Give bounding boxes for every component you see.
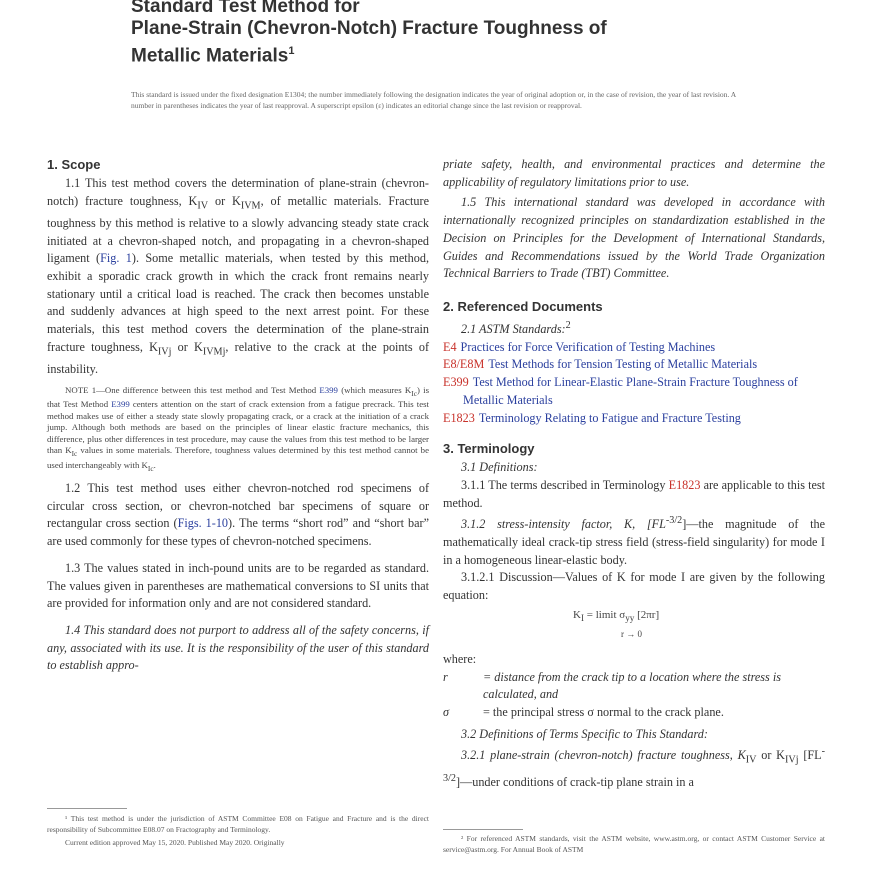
paragraph-1-2: 1.2 This test method uses either chevron-notched rod specimens of circular cross section, or chevron-notched bar specimens of square or rectangular cross section (Figs. 1-10). The terms “short rod” and “short bar” are used commonly for these types of chevron-notched specimens.	[47, 481, 430, 549]
paragraph-1-4-continued: priate safety, health, and environmental practices and determine the applicability of regulatory limitations prior to use.	[443, 157, 825, 189]
figure-link[interactable]: Figs. 1-10	[177, 516, 229, 531]
footnote-1: ¹ This test method is under the jurisdiction of ASTM Committee E08 on Fatigue and Fracture and is the direct responsibility of Subcommittee E08.07 on Fractography and Terminology.	[47, 814, 429, 834]
paragraph-1-5: 1.5 This international standard was developed in accordance with internationally recognized principles on standardization established in the Decision on Principles for the Development of International Standards, Guides and Recommendations issued by the World Trade Organization Technical Barriers to Trade (TBT) Committee.	[443, 195, 825, 281]
right-column	[443, 156, 825, 791]
reference-item-e1823[interactable]: E1823 Terminology Relating to Fatigue and Fracture Testing	[443, 410, 741, 425]
reference-link-e399[interactable]: E399	[319, 384, 338, 395]
paragraph-1-3: 1.3 The values stated in inch-pound units are to be regarded as standard. The values given in parentheses are mathematical conversions to SI units that are provided for information only and are not considered standard.	[47, 560, 429, 611]
left-column	[47, 155, 429, 675]
reference-item-e399[interactable]: E399 Test Method for Linear-Elastic Plane-Strain Fracture Toughness of Metallic Materials	[443, 375, 798, 407]
equation-limit: r → 0	[621, 628, 642, 639]
definition-row-sigma: σ = the principal stress σ normal to the crack plane.	[443, 705, 724, 719]
footnote-divider	[47, 808, 127, 809]
footnote-2: Current edition approved May 15, 2020. Published May 2020. Originally	[65, 838, 285, 847]
paragraph-3-1-1: 3.1.1 The terms described in Terminology E1823 are applicable to this test method.	[443, 477, 826, 510]
equation: $K_I$ = limit $\sigma_{yy}$ [2πr]	[573, 608, 660, 624]
title-line-1: Standard Test Method for	[131, 0, 360, 17]
footnote-divider-right	[443, 829, 523, 830]
paragraph-3-2: 3.2 Definitions of Terms Specific to This Standard:	[461, 726, 708, 741]
paragraph-3-1: 3.1 Definitions:	[461, 460, 538, 475]
designation-preamble: This standard is issued under the fixed designation E1304; the number immediately following the designation indicates the year of original adoption or, in the case of revision, the year of last revision. A number in parentheses indicates the year of last reapproval. A superscript epsilon (ε) indicates an editorial change since the last revision or reapproval.	[131, 90, 736, 110]
paragraph-2-1: 2.1 ASTM Standards:$^2$	[461, 319, 571, 336]
reference-link-e399[interactable]: E399	[111, 398, 130, 409]
title-line-2: Plane-Strain (Chevron-Notch) Fracture Toughness of	[131, 18, 607, 39]
title-footnote-mark[interactable]: 1	[288, 45, 295, 57]
section-heading-referenced-documents: 2. Referenced Documents	[443, 298, 603, 314]
paragraph-3-1-2-1: 3.1.2.1 Discussion—Values of K for mode I are given by the following equation:	[443, 570, 825, 603]
figure-link[interactable]: Fig. 1	[100, 251, 132, 266]
section-heading-scope: 1. Scope	[47, 157, 101, 172]
equation-block	[443, 605, 825, 649]
footnote-referenced-standards: ² For referenced ASTM standards, visit the ASTM website, www.astm.org, or contact ASTM Customer Service at service@astm.org. For Annual Book of ASTM	[443, 834, 825, 854]
title-line-3: Metallic Materials$^1$	[131, 45, 295, 67]
paragraph-1-1: 1.1 This test method covers the determination of plane-strain (chevron-notch) fracture toughness, $K_{IV}$ or $K_{IVM}$, of metallic materials. Fracture toughness by this method is relative to a slowly advancing steady state crack initiated at a chevron-shaped notch, and propagating in a chevron-shaped ligament (Fig. 1). Some metallic materials, when tested by this method, exhibit a sporadic crack growth in which the crack front remains nearly stationary until a critical load is reached. The crack then becomes unstable and suddenly advances at high speed to the next arrest point. For these materials, this test method covers the determination of the plane-strain fracture toughness, $K_{IVj}$ or $K_{IVMj}$, relative to the crack at the points of instability.	[47, 176, 430, 376]
document-title	[131, 0, 731, 67]
reference-item-e4[interactable]: E4 Practices for Force Verification of Testing Machines	[443, 339, 716, 354]
section-heading-terminology: 3. Terminology	[443, 441, 535, 457]
reference-item-e8[interactable]: E8/E8M Test Methods for Tension Testing of Metallic Materials	[443, 357, 758, 372]
paragraph-1-4: 1.4 This standard does not purport to address all of the safety concerns, if any, associated with its use. It is the responsibility of the user of this standard to establish appro-	[47, 622, 429, 673]
note-1: NOTE 1—One difference between this test method and Test Method E399 (which measures $K_{Ic}$) is that Test Method E399 centers attention on the start of crack extension from a fatigue precrack. This test method makes use of either a steady state slowly propagating crack, or a crack at the initiation of a crack jump. Although both methods are based on the principles of linear elastic fracture mechanics, this difference, plus other differences in test procedure, may cause the values from this test method to be larger than $K_{Ic}$ values in some materials. Therefore, toughness values determined by this test method cannot be used interchangeably with $K_{Ic}$.	[47, 384, 430, 473]
reference-link-e1823[interactable]: E1823	[668, 477, 701, 492]
paragraph-3-1-2: 3.1.2 stress-intensity factor, K, $[FL^{-3/2}]—the$ magnitude of the mathematically ideal crack-tip stress field (stress-field singularity) for mode I in a homogeneous linear-elastic body.	[443, 515, 825, 567]
paragraph-3-2-1: 3.2.1 plane-strain (chevron-notch) fracture toughness, $K_{IV}$ or $K_{IVj}$ $[FL^{-3/2}]—under$ conditions of crack-tip plane strain in a	[443, 746, 825, 789]
where-label: where:	[443, 651, 477, 666]
footnotes-left	[47, 814, 429, 849]
definition-row-r: r = distance from the crack tip to a location where the stress is calculated, and	[443, 669, 781, 702]
